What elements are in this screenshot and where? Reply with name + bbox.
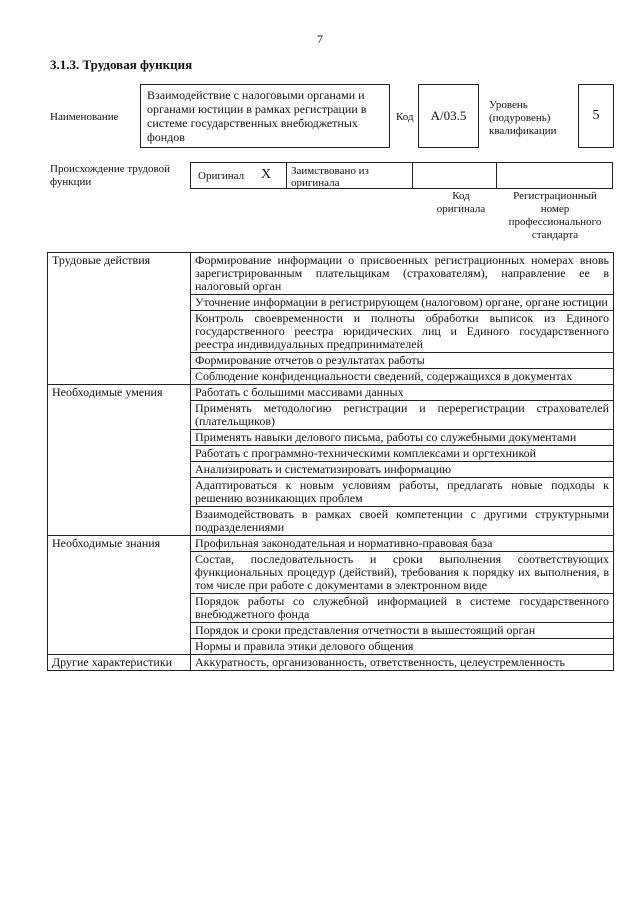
table-row [48,655,614,671]
code-label: Код [396,111,414,123]
origin-original-cell [190,162,287,189]
origin-original-mark: X [261,167,272,182]
section-item-cell: Соблюдение конфиденциальности сведений, содержащихся в документах [191,369,614,385]
table-row [48,385,614,401]
origin-row [190,162,613,189]
qualification-level-value: 5 [592,108,600,123]
origin-original-label: Оригинал [198,170,245,182]
section-title-cell: Другие характеристики [48,655,191,671]
section-item-cell: Аккуратность, организованность, ответственность, целеустремленность [191,655,614,671]
origin-borrowed-label: Заимствовано из оригинала [291,165,369,189]
function-name-box [140,84,390,148]
section-item-cell: Порядок работы со служебной информацией в системе государственного внебюджетного фонда [191,594,614,623]
origin-label: Происхождение трудовой функции [50,163,171,188]
table-row [48,253,614,295]
section-item-cell: Контроль своевременности и полноты обработки выписок из Единого государственного реестра юридических лиц и Единого государственного реестра индивидуальных предпринимателей [191,311,614,353]
section-item-cell: Формирование информации о присвоенных регистрационных номерах вновь зарегистрированным плательщикам (страхователям), направление ее в налоговый орган [191,253,614,295]
name-label: Наименование [50,111,119,123]
reg-number-caption: Регистрационный номер профессионального стандарта [508,190,602,241]
section-item-cell: Взаимодействовать в рамках своей компетенции с другими структурными подразделениями [191,507,614,536]
section-item-cell: Анализировать и систематизировать информацию [191,462,614,478]
section-title-cell: Необходимые умения [48,385,191,536]
origin-borrowed-cell [286,162,413,189]
section-item-cell: Нормы и правила этики делового общения [191,639,614,655]
section-item-cell: Работать с большими массивами данных [191,385,614,401]
section-item-cell: Адаптироваться к новым условиям работы, предлагать новые подходы к решению возникающих проблем [191,478,614,507]
code-value: А/03.5 [430,108,467,123]
code-box [418,84,479,148]
function-name-value: Взаимодействие с налоговыми органами и органами юстиции в рамках регистрации в системе государственных внебюджетных фондов [147,88,367,144]
section-title: 3.1.3. Трудовая функция [50,57,193,72]
qualification-level-label: Уровень (подуровень) квалификации [489,99,557,137]
section-item-cell: Работать с программно-техническими комплексами и оргтехникой [191,446,614,462]
section-title-cell: Трудовые действия [48,253,191,385]
section-item-cell: Уточнение информации в регистрирующем (налоговом) органе, органе юстиции [191,295,614,311]
section-item-cell: Применять навыки делового письма, работы со служебными документами [191,430,614,446]
qualification-level-box [578,84,614,148]
section-item-cell: Профильная законодательная и нормативно-правовая база [191,536,614,552]
function-details-table [47,252,614,671]
page-number: 7 [317,32,323,46]
section-title-cell: Необходимые знания [48,536,191,655]
code-original-caption: Код оригинала [436,190,486,215]
section-item-cell: Применять методологию регистрации и перерегистрации страхователей (плательщиков) [191,401,614,430]
origin-reg-number-cell [496,162,613,189]
section-item-cell: Формирование отчетов о результатах работы [191,353,614,369]
table-row [48,536,614,552]
function-details-body [48,253,614,671]
section-item-cell: Состав, последовательность и сроки выполнения соответствующих функциональных процедур (действий), требования к порядку их выполнения, в том числе при работе с документами в электронном виде [191,552,614,594]
origin-code-cell [412,162,497,189]
section-item-cell: Порядок и сроки представления отчетности в вышестоящий орган [191,623,614,639]
